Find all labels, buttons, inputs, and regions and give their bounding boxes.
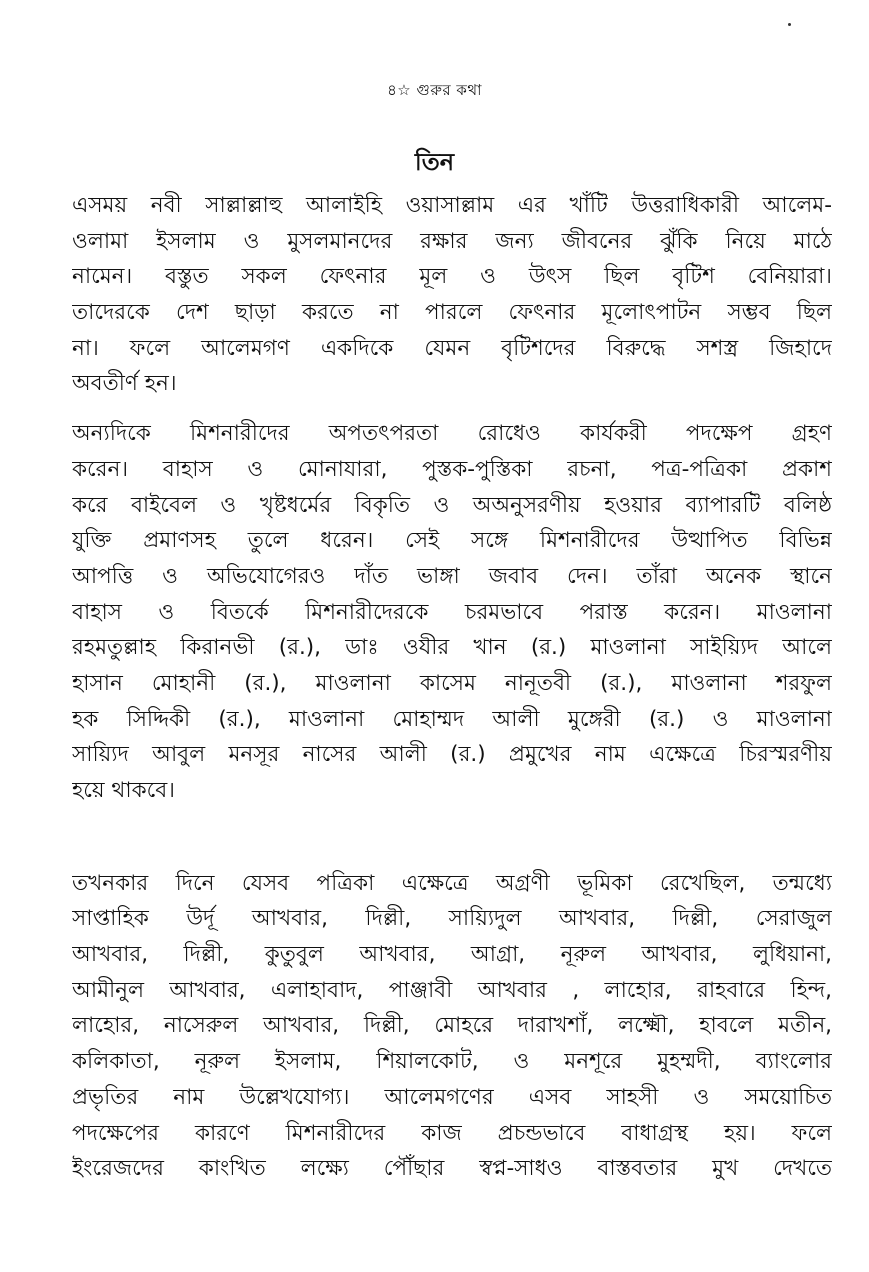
text-line: ওলামা ইসলাম ও মুসলমানদের রক্ষার জন্য জীবনের ঝুঁকি নিয়ে মাঠে [72,228,832,254]
text-line: করে বাইবেল ও খৃষ্টধর্মের বিকৃতি ও অঅনুসরণীয় হওয়ার ব্যাপারটি বলিষ্ঠ [72,492,832,518]
scan-speck [788,23,791,26]
paragraph-1 [72,188,832,402]
running-header: ৪☆ গুরুর কথা [387,81,482,99]
text-line: হয়ে থাকবে। [72,778,175,803]
text-line: করেন। বাহাস ও মোনাযারা, পুস্তক-পুস্তিকা রচনা, পত্র-পত্রিকা প্রকাশ [72,456,832,482]
text-line: রহমতুল্লাহ কিরানভী (র.), ডাঃ ওযীর খান (র.) মাওলানা সাইয়্যিদ আলে [72,635,832,661]
text-line: প্রভৃতির নাম উল্লেখযোগ্য। আলেমগণের এসব সাহসী ও সময়োচিত [72,1084,832,1110]
text-line: কলিকাতা, নূরুল ইসলাম, শিয়ালকোট, ও মনশূরে মুহম্মদী, ব্যাংলোর [72,1049,832,1075]
paragraph-spacer [72,809,832,866]
text-line: বাহাস ও বিতর্কে মিশনারীদেরকে চরমভাবে পরাস্ত করেন। মাওলানা [72,599,832,625]
body-text [72,188,832,1187]
text-line: সায়্যিদ আবুল মনসূর নাসের আলী (র.) প্রমুখের নাম এক্ষেত্রে চিরস্মরণীয় [72,742,832,768]
paragraph-2 [72,416,832,809]
text-line: অবতীর্ণ হন। [72,371,177,397]
text-line: অন্যদিকে মিশনারীদের অপতৎপরতা রোধেও কার্যকরী পদক্ষেপ গ্রহণ [72,421,832,447]
text-line: হাসান মোহানী (র.), মাওলানা কাসেম নানূতবী (র.), মাওলানা শরফুল [72,670,832,696]
text-line: না। ফলে আলেমগণ একদিকে যেমন বৃটিশদের বিরুদ্ধে সশস্ত্র জিহাদে [72,335,832,361]
text-line: আখবার, দিল্লী, কুতুবুল আখবার, আগ্রা, নূরুল আখবার, লুধিয়ানা, [72,942,832,968]
text-line: তখনকার দিনে যেসব পত্রিকা এক্ষেত্রে অগ্রণী ভূমিকা রেখেছিল, তন্মধ্যে [72,870,832,896]
text-line: আপত্তি ও অভিযোগেরও দাঁত ভাঙ্গা জবাব দেন। তাঁরা অনেক স্থানে [72,563,832,589]
text-line: ইংরেজদের কাংখিত লক্ষ্যে পৌঁছার স্বপ্ন-সাধও বাস্তবতার মুখ দেখতে [72,1156,832,1182]
text-line: তাদেরকে দেশ ছাড়া করতে না পারলে ফেৎনার মূলোৎপাটন সম্ভব ছিল [72,300,832,326]
text-line: লাহোর, নাসেরুল আখবার, দিল্লী, মোহরে দারাখশাঁ, লক্ষ্মৌ, হাবলে মতীন, [72,1013,832,1039]
text-line: সাপ্তাহিক উর্দূ আখবার, দিল্লী, সায়্যিদুল আখবার, দিল্লী, সেরাজুল [72,906,832,932]
text-line: পদক্ষেপের কারণে মিশনারীদের কাজ প্রচন্ডভাবে বাধাগ্রস্থ হয়। ফলে [72,1120,832,1146]
text-line: হক সিদ্দিকী (র.), মাওলানা মোহাম্মদ আলী মুঙ্গেরী (র.) ও মাওলানা [72,706,832,732]
paragraph-3 [72,866,832,1187]
chapter-title: তিন [414,148,455,176]
text-line: যুক্তি প্রমাণসহ তুলে ধরেন। সেই সঙ্গে মিশনারীদের উত্থাপিত বিভিন্ন [72,528,832,554]
text-line: নামেন। বস্তুত সকল ফেৎনার মূল ও উৎস ছিল বৃটিশ বেনিয়ারা। [72,264,832,290]
paragraph-spacer [72,402,832,416]
text-line: আমীনুল আখবার, এলাহাবাদ, পাঞ্জাবী আখবার , লাহোর, রাহবারে হিন্দ, [72,977,832,1003]
text-line: এসময় নবী সাল্লাল্লাহু আলাইহি ওয়াসাল্লাম এর খাঁটি উত্তরাধিকারী আলেম- [72,193,832,218]
